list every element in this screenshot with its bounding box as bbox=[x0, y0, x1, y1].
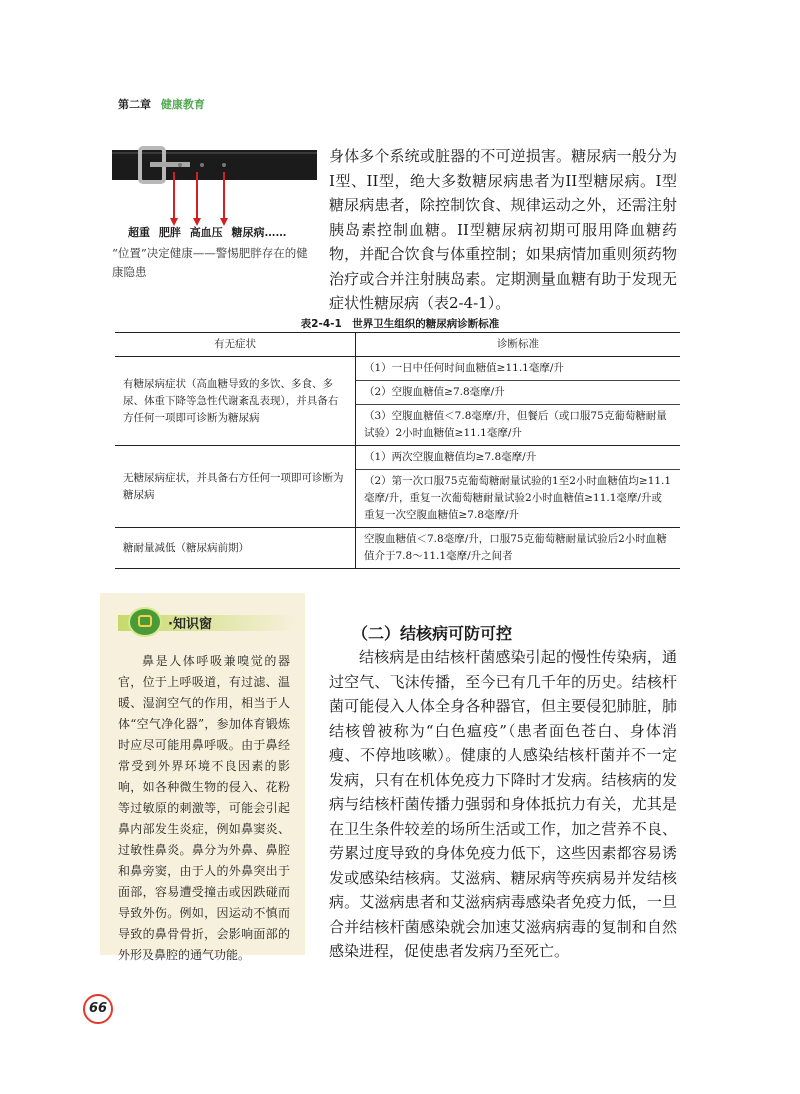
section-title-tuberculosis: （二）结核病可防可控 bbox=[352, 624, 513, 643]
chapter-label: 第二章 bbox=[118, 98, 151, 111]
table-header-criteria: 诊断标准 bbox=[356, 333, 681, 357]
label-hypertension: 高血压 bbox=[189, 226, 223, 239]
figure-caption: “位置”决定健康——警惕肥胖存在的健康隐患 bbox=[112, 246, 308, 279]
running-header bbox=[118, 96, 205, 112]
page-number: 66 bbox=[83, 994, 113, 1024]
paragraph-diabetes: 身体多个系统或脏器的不可逆损害。糖尿病一般分为I型、II型，绝大多数糖尿病患者为II型糖尿病。I型糖尿病患者，除控制饮食、规律运动之外，还需注射胰岛素控制血糖。II型糖尿病初期可服用降血糖药物，并配合饮食与体重控制；如果病情加重则须药物治疗或合并注射胰岛素。定期测量血糖有助于发现无症状性糖尿病（表2-4-1）。 bbox=[329, 147, 677, 312]
table-cell-criterion: 空腹血糖值＜7.8毫摩/升，口服75克葡萄糖耐量试验后2小时血糖值介于7.8～11.1毫摩/升之间者 bbox=[356, 528, 681, 569]
knowledge-window bbox=[100, 593, 305, 962]
table-title: 表2-4-1 世界卫生组织的糖尿病诊断标准 bbox=[300, 318, 500, 330]
knowledge-window-header bbox=[118, 607, 296, 637]
table-cell-symptom: 无糖尿病症状，并具备右方任何一项即可诊断为糖尿病 bbox=[115, 446, 356, 528]
table-cell-criterion: （1）两次空腹血糖值均≥7.8毫摩/升 bbox=[356, 446, 681, 470]
table-cell-symptom: 有糖尿病症状（高血糖导致的多饮、多食、多尿、体重下降等急性代谢紊乱表现），并具备右方任何一项即可诊断为糖尿病 bbox=[115, 357, 356, 446]
knowledge-window-text: 鼻是人体呼吸兼嗅觉的器官，位于上呼吸道，有过滤、温暖、湿润空气的作用，相当于人体“空气净化器”，参加体育锻炼时应尽可能用鼻呼吸。由于鼻经常受到外界环境不良因素的影响，如各种微生物的侵入、花粉等过敏原的刺激等，可能会引起鼻内部发生炎症，例如鼻窦炎、过敏性鼻炎。鼻分为外鼻、鼻腔和鼻旁窦，由于人的外鼻突出于面部，容易遭受撞击或因跌碰而导致外伤。例如，因运动不慎而导致的鼻骨骨折，会影响面部的外形及鼻腔的通气功能。 bbox=[118, 654, 290, 962]
diagnosis-table bbox=[115, 332, 680, 569]
table-cell-criterion: （2）第一次口服75克葡萄糖耐量试验的1至2小时血糖值均≥11.1毫摩/升，重复一次葡萄糖耐量试验2小时血糖值≥11.1毫摩/升或重复一次空腹血糖值≥7.8毫摩/升 bbox=[356, 470, 681, 528]
table-cell-criterion: （2）空腹血糖值≥7.8毫摩/升 bbox=[356, 381, 681, 405]
table-cell-criterion: （1）一日中任何时间血糖值≥11.1毫摩/升 bbox=[356, 357, 681, 381]
label-overweight: 超重 bbox=[128, 226, 150, 239]
table-cell-symptom: 糖耐量减低（糖尿病前期） bbox=[115, 528, 356, 569]
section-label: 健康教育 bbox=[160, 98, 205, 111]
label-obese: 肥胖 bbox=[158, 226, 181, 239]
table-cell-criterion: （3）空腹血糖值＜7.8毫摩/升，但餐后（或口服75克葡萄糖耐量试验）2小时血糖值≥11.1毫摩/升 bbox=[356, 405, 681, 446]
paragraph-tuberculosis: 结核病是由结核杆菌感染引起的慢性传染病，通过空气、飞沫传播，至今已有几千年的历史。结核杆菌可能侵入人体全身各种器官，但主要侵犯肺脏，肺结核曾被称为“白色瘟疫”（患者面色苍白、身体消瘦、不停地咳嗽）。健康的人感染结核杆菌并不一定发病，只有在机体免疫力下降时才发病。结核病的发病与结核杆菌传播力强弱和身体抵抗力有关，尤其是在卫生条件较差的场所生活或工作，加之营养不良、劳累过度导致的身体免疫力低下，这些因素都容易诱发或感染结核病。艾滋病、糖尿病等疾病易并发结核病。艾滋病患者和艾滋病病毒感染者免疫力低，一旦合并结核杆菌感染就会加速艾滋病病毒的复制和自然感染进程，促使患者发病乃至死亡。 bbox=[329, 648, 677, 960]
knowledge-window-icon bbox=[128, 607, 162, 637]
belt-labels bbox=[128, 224, 292, 240]
table-header-symptom: 有无症状 bbox=[115, 333, 356, 357]
label-diabetes: 糖尿病…… bbox=[231, 226, 287, 239]
knowledge-window-title: ·知识窗 bbox=[168, 617, 212, 632]
